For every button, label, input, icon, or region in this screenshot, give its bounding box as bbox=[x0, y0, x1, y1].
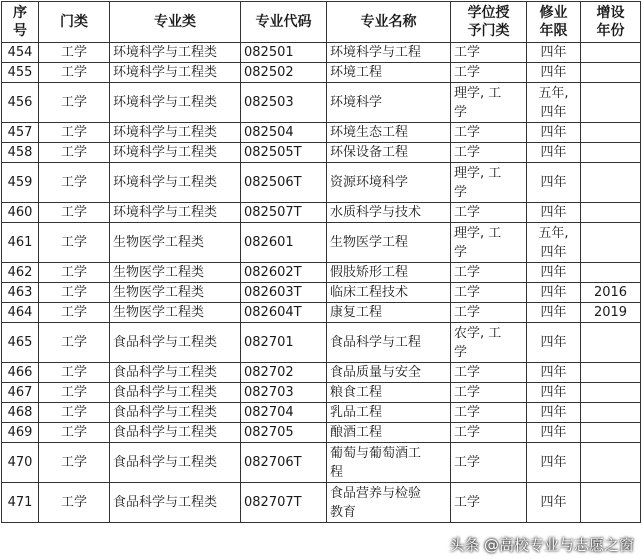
cell-years: 四年 bbox=[527, 283, 581, 303]
majors-table bbox=[1, 1, 641, 523]
cell-code: 082502 bbox=[241, 63, 327, 83]
cell-added-year: 2019 bbox=[581, 303, 641, 323]
cell-category: 工学 bbox=[39, 83, 110, 123]
cell-major-class: 生物医学工程类 bbox=[110, 283, 241, 303]
header-major-class: 专业类 bbox=[110, 2, 241, 43]
cell-category: 工学 bbox=[39, 363, 110, 383]
cell-category: 工学 bbox=[39, 283, 110, 303]
cell-category: 工学 bbox=[39, 63, 110, 83]
table-row bbox=[2, 223, 641, 263]
cell-category: 工学 bbox=[39, 263, 110, 283]
header-degree bbox=[451, 2, 527, 43]
cell-added-year bbox=[581, 263, 641, 283]
cell-major-class: 食品科学与工程类 bbox=[110, 483, 241, 523]
cell-name: 环境科学与工程 bbox=[327, 43, 451, 63]
cell-years: 四年 bbox=[527, 123, 581, 143]
cell-category: 工学 bbox=[39, 303, 110, 323]
cell-code: 082702 bbox=[241, 363, 327, 383]
cell-seq: 470 bbox=[2, 443, 39, 483]
table-row bbox=[2, 123, 641, 143]
cell-major-class: 食品科学与工程类 bbox=[110, 363, 241, 383]
cell-code: 082505T bbox=[241, 143, 327, 163]
header-seq bbox=[2, 2, 39, 43]
cell-added-year bbox=[581, 203, 641, 223]
cell-major-class: 食品科学与工程类 bbox=[110, 423, 241, 443]
cell-seq: 464 bbox=[2, 303, 39, 323]
cell-degree: 工学 bbox=[451, 283, 527, 303]
table-row bbox=[2, 483, 641, 523]
cell-years: 四年 bbox=[527, 143, 581, 163]
table-body bbox=[2, 43, 641, 523]
table-row bbox=[2, 263, 641, 283]
cell-code: 082704 bbox=[241, 403, 327, 423]
cell-years: 四年 bbox=[527, 423, 581, 443]
cell-seq: 461 bbox=[2, 223, 39, 263]
cell-name: 资源环境科学 bbox=[327, 163, 451, 203]
cell-code: 082501 bbox=[241, 43, 327, 63]
cell-major-class: 环境科学与工程类 bbox=[110, 43, 241, 63]
cell-major-class: 食品科学与工程类 bbox=[110, 383, 241, 403]
cell-added-year bbox=[581, 83, 641, 123]
cell-code: 082703 bbox=[241, 383, 327, 403]
cell-name: 粮食工程 bbox=[327, 383, 451, 403]
header-seq-text: 序 号 bbox=[13, 5, 27, 39]
cell-name: 生物医学工程 bbox=[327, 223, 451, 263]
cell-name: 乳品工程 bbox=[327, 403, 451, 423]
cell-added-year bbox=[581, 63, 641, 83]
table-row bbox=[2, 423, 641, 443]
cell-degree: 农学, 工 学 bbox=[451, 323, 527, 363]
cell-added-year bbox=[581, 403, 641, 423]
table-row bbox=[2, 383, 641, 403]
cell-category: 工学 bbox=[39, 403, 110, 423]
table-row bbox=[2, 363, 641, 383]
cell-category: 工学 bbox=[39, 423, 110, 443]
cell-years: 五年, 四年 bbox=[527, 83, 581, 123]
cell-degree: 工学 bbox=[451, 303, 527, 323]
cell-name: 水质科学与技术 bbox=[327, 203, 451, 223]
cell-degree: 工学 bbox=[451, 143, 527, 163]
cell-name: 环境工程 bbox=[327, 63, 451, 83]
cell-degree: 工学 bbox=[451, 203, 527, 223]
cell-seq: 462 bbox=[2, 263, 39, 283]
cell-degree: 工学 bbox=[451, 363, 527, 383]
table-row bbox=[2, 323, 641, 363]
header-name: 专业名称 bbox=[327, 2, 451, 43]
cell-code: 082601 bbox=[241, 223, 327, 263]
table-row bbox=[2, 63, 641, 83]
cell-seq: 454 bbox=[2, 43, 39, 63]
cell-years: 四年 bbox=[527, 383, 581, 403]
table-row bbox=[2, 283, 641, 303]
header-added-year-text: 增设 年份 bbox=[596, 5, 625, 39]
cell-major-class: 食品科学与工程类 bbox=[110, 323, 241, 363]
cell-major-class: 环境科学与工程类 bbox=[110, 163, 241, 203]
cell-degree: 工学 bbox=[451, 123, 527, 143]
cell-major-class: 环境科学与工程类 bbox=[110, 63, 241, 83]
table-row bbox=[2, 303, 641, 323]
cell-degree: 理学, 工 学 bbox=[451, 223, 527, 263]
cell-major-class: 环境科学与工程类 bbox=[110, 203, 241, 223]
cell-major-class: 生物医学工程类 bbox=[110, 223, 241, 263]
table-row bbox=[2, 403, 641, 423]
cell-years: 四年 bbox=[527, 363, 581, 383]
cell-added-year bbox=[581, 443, 641, 483]
cell-name: 环境生态工程 bbox=[327, 123, 451, 143]
cell-years: 四年 bbox=[527, 403, 581, 423]
table-row bbox=[2, 43, 641, 63]
header-category: 门类 bbox=[39, 2, 110, 43]
cell-name: 酿酒工程 bbox=[327, 423, 451, 443]
cell-name: 假肢矫形工程 bbox=[327, 263, 451, 283]
header-years-text: 修业 年限 bbox=[539, 5, 568, 39]
cell-seq: 463 bbox=[2, 283, 39, 303]
cell-seq: 459 bbox=[2, 163, 39, 203]
cell-years: 四年 bbox=[527, 483, 581, 523]
table-header bbox=[2, 2, 641, 43]
cell-code: 082504 bbox=[241, 123, 327, 143]
cell-category: 工学 bbox=[39, 443, 110, 483]
cell-seq: 460 bbox=[2, 203, 39, 223]
cell-degree: 工学 bbox=[451, 63, 527, 83]
header-code: 专业代码 bbox=[241, 2, 327, 43]
cell-code: 082707T bbox=[241, 483, 327, 523]
cell-code: 082604T bbox=[241, 303, 327, 323]
cell-name: 临床工程技术 bbox=[327, 283, 451, 303]
cell-name: 环境科学 bbox=[327, 83, 451, 123]
cell-added-year bbox=[581, 163, 641, 203]
cell-degree: 理学, 工 学 bbox=[451, 163, 527, 203]
cell-code: 082701 bbox=[241, 323, 327, 363]
cell-category: 工学 bbox=[39, 203, 110, 223]
cell-name: 葡萄与葡萄酒工 程 bbox=[327, 443, 451, 483]
cell-years: 四年 bbox=[527, 63, 581, 83]
cell-seq: 455 bbox=[2, 63, 39, 83]
cell-code: 082503 bbox=[241, 83, 327, 123]
cell-seq: 467 bbox=[2, 383, 39, 403]
cell-name: 食品营养与检验 教育 bbox=[327, 483, 451, 523]
cell-code: 082706T bbox=[241, 443, 327, 483]
cell-seq: 465 bbox=[2, 323, 39, 363]
cell-degree: 工学 bbox=[451, 443, 527, 483]
cell-added-year bbox=[581, 363, 641, 383]
cell-major-class: 食品科学与工程类 bbox=[110, 443, 241, 483]
cell-code: 082602T bbox=[241, 263, 327, 283]
cell-major-class: 环境科学与工程类 bbox=[110, 143, 241, 163]
table-row bbox=[2, 83, 641, 123]
cell-degree: 工学 bbox=[451, 43, 527, 63]
cell-category: 工学 bbox=[39, 123, 110, 143]
table-row bbox=[2, 163, 641, 203]
cell-degree: 工学 bbox=[451, 483, 527, 523]
cell-seq: 456 bbox=[2, 83, 39, 123]
header-years bbox=[527, 2, 581, 43]
cell-added-year bbox=[581, 223, 641, 263]
cell-added-year: 2016 bbox=[581, 283, 641, 303]
cell-category: 工学 bbox=[39, 223, 110, 263]
cell-degree: 工学 bbox=[451, 403, 527, 423]
cell-added-year bbox=[581, 123, 641, 143]
cell-code: 082506T bbox=[241, 163, 327, 203]
cell-added-year bbox=[581, 483, 641, 523]
cell-name: 食品质量与安全 bbox=[327, 363, 451, 383]
cell-code: 082507T bbox=[241, 203, 327, 223]
table-row bbox=[2, 443, 641, 483]
cell-category: 工学 bbox=[39, 383, 110, 403]
cell-years: 四年 bbox=[527, 43, 581, 63]
cell-name: 环保设备工程 bbox=[327, 143, 451, 163]
cell-added-year bbox=[581, 423, 641, 443]
table-row bbox=[2, 203, 641, 223]
cell-degree: 理学, 工 学 bbox=[451, 83, 527, 123]
cell-added-year bbox=[581, 43, 641, 63]
cell-code: 082705 bbox=[241, 423, 327, 443]
cell-added-year bbox=[581, 383, 641, 403]
cell-years: 五年, 四年 bbox=[527, 223, 581, 263]
cell-category: 工学 bbox=[39, 483, 110, 523]
cell-seq: 468 bbox=[2, 403, 39, 423]
cell-years: 四年 bbox=[527, 443, 581, 483]
watermark-text: 头条 @高校专业与志愿之窗 bbox=[449, 536, 634, 554]
cell-years: 四年 bbox=[527, 303, 581, 323]
header-added-year bbox=[581, 2, 641, 43]
cell-degree: 工学 bbox=[451, 423, 527, 443]
cell-degree: 工学 bbox=[451, 383, 527, 403]
cell-major-class: 食品科学与工程类 bbox=[110, 403, 241, 423]
header-degree-text: 学位授 予门类 bbox=[467, 5, 510, 39]
cell-added-year bbox=[581, 143, 641, 163]
cell-degree: 工学 bbox=[451, 263, 527, 283]
cell-category: 工学 bbox=[39, 323, 110, 363]
cell-years: 四年 bbox=[527, 163, 581, 203]
cell-years: 四年 bbox=[527, 323, 581, 363]
cell-major-class: 生物医学工程类 bbox=[110, 263, 241, 283]
cell-seq: 469 bbox=[2, 423, 39, 443]
cell-category: 工学 bbox=[39, 163, 110, 203]
cell-major-class: 环境科学与工程类 bbox=[110, 83, 241, 123]
cell-added-year bbox=[581, 323, 641, 363]
cell-years: 四年 bbox=[527, 263, 581, 283]
header-row bbox=[2, 2, 641, 43]
table-row bbox=[2, 143, 641, 163]
cell-years: 四年 bbox=[527, 203, 581, 223]
cell-name: 康复工程 bbox=[327, 303, 451, 323]
cell-seq: 471 bbox=[2, 483, 39, 523]
cell-name: 食品科学与工程 bbox=[327, 323, 451, 363]
cell-seq: 466 bbox=[2, 363, 39, 383]
cell-seq: 458 bbox=[2, 143, 39, 163]
cell-major-class: 环境科学与工程类 bbox=[110, 123, 241, 143]
cell-seq: 457 bbox=[2, 123, 39, 143]
cell-category: 工学 bbox=[39, 43, 110, 63]
cell-category: 工学 bbox=[39, 143, 110, 163]
cell-major-class: 生物医学工程类 bbox=[110, 303, 241, 323]
cell-code: 082603T bbox=[241, 283, 327, 303]
